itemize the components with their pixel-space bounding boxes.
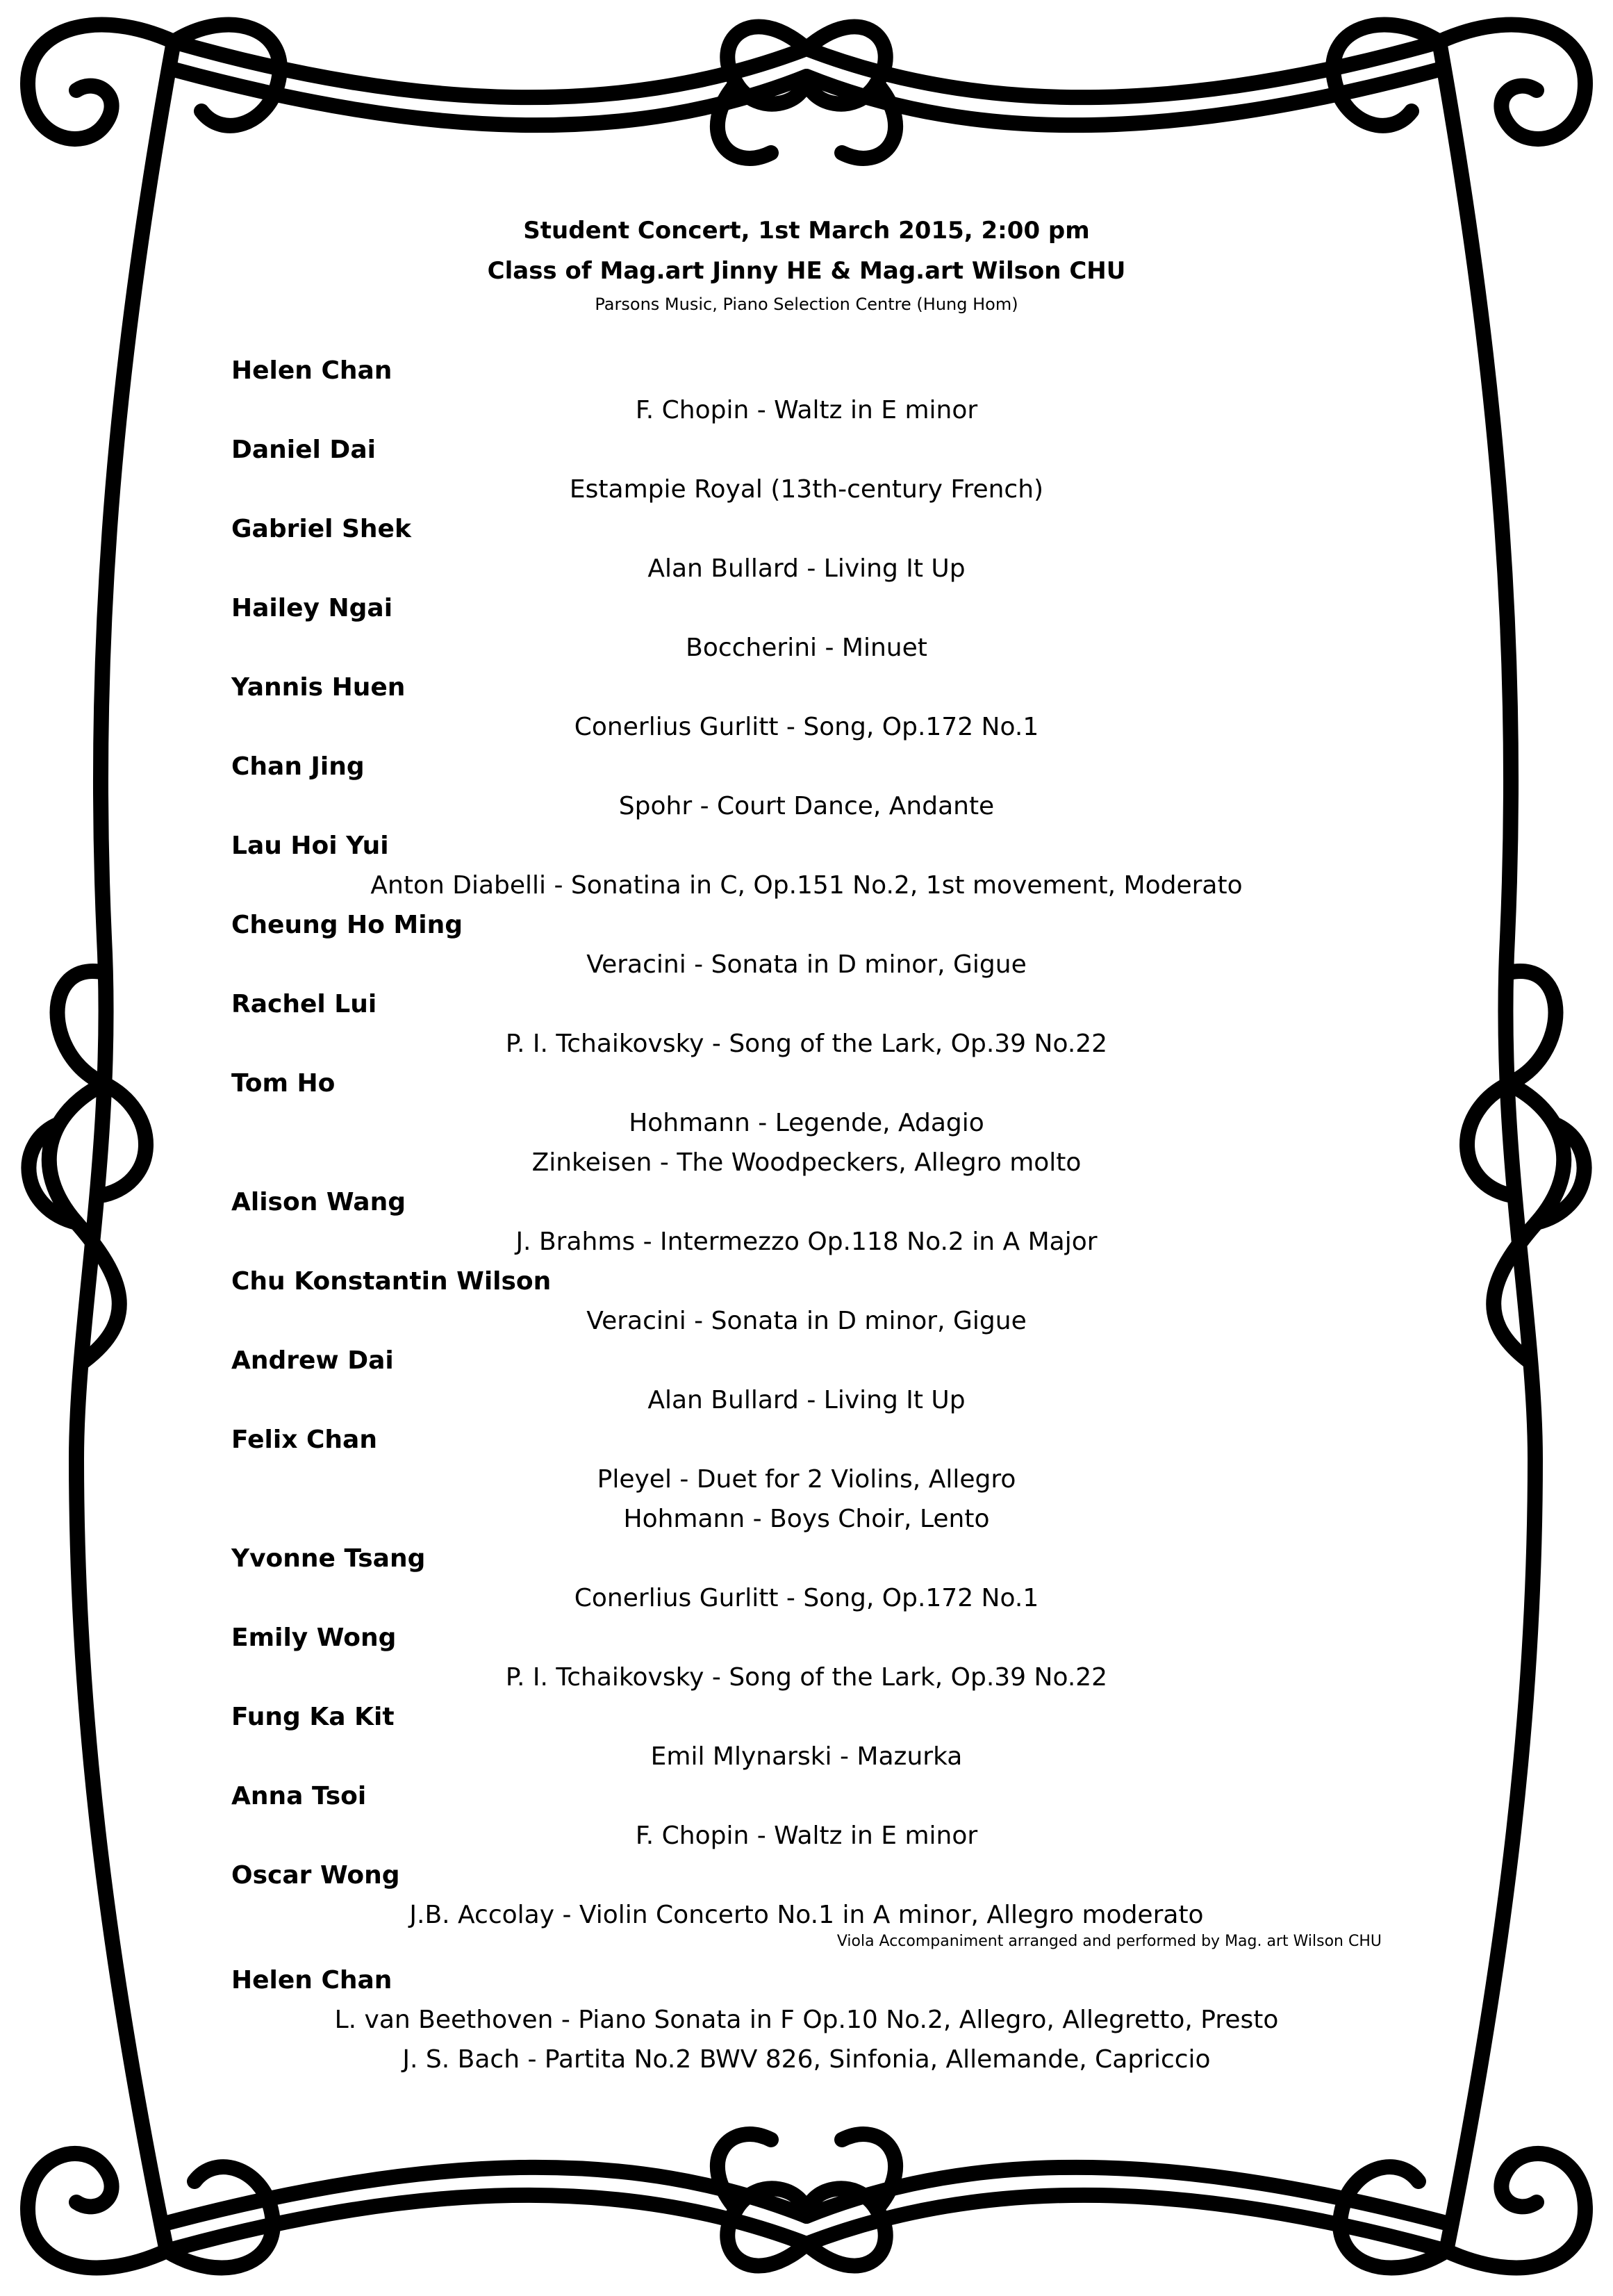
accompaniment-note: Viola Accompaniment arranged and performed by Mag. art Wilson CHU	[836, 1933, 1382, 1950]
performer-name: Felix Chan	[231, 1426, 377, 1454]
piece-title: Anton Diabelli - Sonatina in C, Op.151 No.2, 1st movement, Moderato	[370, 871, 1243, 900]
performer-name: Helen Chan	[231, 1966, 392, 1994]
performer-name: Yannis Huen	[231, 673, 406, 702]
piece-title: P. I. Tchaikovsky - Song of the Lark, Op.39 No.22	[505, 1663, 1108, 1692]
piece-title: Alan Bullard - Living It Up	[647, 1386, 966, 1414]
piece-title: F. Chopin - Waltz in E minor	[635, 396, 978, 424]
piece-title: Hohmann - Boys Choir, Lento	[623, 1505, 990, 1533]
venue-line: Parsons Music, Piano Selection Centre (Hung Hom)	[595, 295, 1018, 314]
performer-name: Oscar Wong	[231, 1861, 400, 1890]
performer-name: Hailey Ngai	[231, 594, 393, 622]
performer-name: Chu Konstantin Wilson	[231, 1267, 552, 1296]
piece-title: Alan Bullard - Living It Up	[647, 554, 966, 583]
piece-title: P. I. Tchaikovsky - Song of the Lark, Op.39 No.22	[505, 1030, 1108, 1058]
piece-title: Hohmann - Legende, Adagio	[629, 1109, 984, 1137]
piece-title: Conerlius Gurlitt - Song, Op.172 No.1	[574, 713, 1039, 741]
piece-title: J.B. Accolay - Violin Concerto No.1 in A minor, Allegro moderato	[409, 1901, 1204, 1929]
performer-name: Cheung Ho Ming	[231, 911, 463, 939]
piece-title: Pleyel - Duet for 2 Violins, Allegro	[597, 1465, 1016, 1494]
piece-title: Boccherini - Minuet	[686, 634, 927, 662]
piece-title: J. S. Bach - Partita No.2 BWV 826, Sinfonia, Allemande, Capriccio	[402, 2045, 1211, 2074]
piece-title: L. van Beethoven - Piano Sonata in F Op.10 No.2, Allegro, Allegretto, Presto	[334, 2006, 1279, 2034]
piece-title: Spohr - Court Dance, Andante	[618, 792, 995, 820]
piece-title: Veracini - Sonata in D minor, Gigue	[586, 950, 1027, 979]
performer-name: Alison Wang	[231, 1188, 406, 1216]
performer-name: Fung Ka Kit	[231, 1703, 395, 1731]
piece-title: J. Brahms - Intermezzo Op.118 No.2 in A Major	[515, 1228, 1098, 1256]
piece-title: Estampie Royal (13th-century French)	[569, 475, 1044, 504]
performer-name: Tom Ho	[231, 1069, 336, 1098]
performer-name: Yvonne Tsang	[231, 1544, 426, 1573]
performer-name: Lau Hoi Yui	[231, 832, 389, 860]
performer-name: Daniel Dai	[231, 436, 376, 464]
piece-title: Emil Mlynarski - Mazurka	[650, 1742, 963, 1771]
performer-name: Helen Chan	[231, 356, 392, 385]
performer-name: Gabriel Shek	[231, 515, 411, 543]
piece-title: F. Chopin - Waltz in E minor	[635, 1822, 978, 1850]
piece-title: Veracini - Sonata in D minor, Gigue	[586, 1307, 1027, 1335]
performer-name: Emily Wong	[231, 1624, 397, 1652]
performer-name: Chan Jing	[231, 752, 365, 781]
class-subtitle: Class of Mag.art Jinny HE & Mag.art Wilson CHU	[487, 257, 1126, 285]
concert-title: Student Concert, 1st March 2015, 2:00 pm	[523, 217, 1090, 245]
piece-title: Conerlius Gurlitt - Song, Op.172 No.1	[574, 1584, 1039, 1612]
performer-name: Anna Tsoi	[231, 1782, 367, 1810]
performer-name: Rachel Lui	[231, 990, 377, 1018]
performer-name: Andrew Dai	[231, 1346, 394, 1375]
piece-title: Zinkeisen - The Woodpeckers, Allegro molto	[531, 1148, 1082, 1177]
